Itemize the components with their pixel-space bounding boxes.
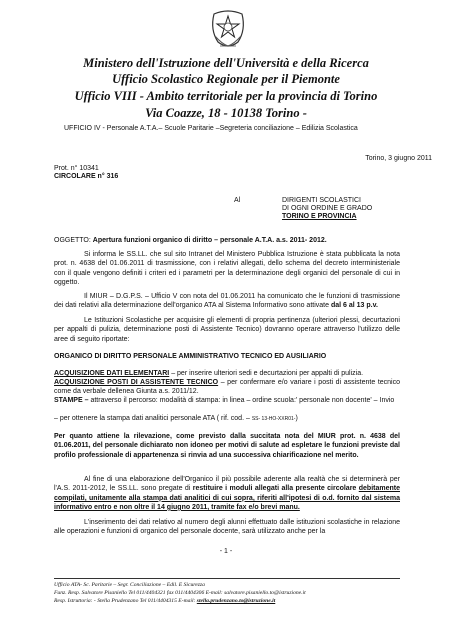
footer-email-link[interactable]: stella.prudenzano.to@istruzione.it <box>196 598 276 604</box>
paragraph-2-dates: dal 6 al 13 p.v. <box>330 302 378 310</box>
header-regional-office: Ufficio Scolastico Regionale per il Piemonte <box>112 72 340 86</box>
paragraph-5: L'inserimento dei dati relativo al numero degli alunni effettuato dalle istituzioni scolastiche in relazione alle operazioni e funzioni di organico del personale docente, sarà utilizzato anche per la <box>54 519 400 536</box>
footer-divider <box>54 578 400 579</box>
footer-line1: Ufficio ATA- Sc. Paritarie – Segr. Conciliazione – Edil. E Sicurezza <box>54 582 205 588</box>
subject-line <box>54 236 400 245</box>
paragraph-4-deadline: debitamente compilati, unitamente alla stampa dati analitici di cui sopra, riferiti all'ipotesi di o.d. fornito dal sistema informativo entro e non oltre il 14 giugno 2011, tramite fax e/o brevi manu. <box>54 485 400 511</box>
office-line: UFFICIO IV - Personale A.T.A.– Scuole Paritarie –Segreteria conciliazione – Edilizia Scolastica <box>64 125 358 132</box>
acquisition-technical-text: – per confermare e/o variare i posti di assistente tecnico come da verbale dellenea Giunta a.s. 2011/12. <box>54 379 400 396</box>
paragraph-4-request: restituire i moduli allegati alla presente circolare <box>192 485 357 493</box>
republic-emblem-icon <box>208 6 248 52</box>
paragraph-1: Si informa le SS.LL. che sul sito Intranet del Ministero Pubblica Istruzione è stata pubblicata la nota prot. n. 4638 del 01.06.2011 di trasmissione, con i relativi allegati, dello schema del decreto interministeriale con il quale vengono definiti i criteri ed i parametri per la determinazione degli organici del personale di cui in oggetto. <box>54 251 400 286</box>
header-ministry: Ministero dell'Istruzione dell'Università e della Ricerca <box>83 56 369 70</box>
header-territorial-office: Ufficio VIII - Ambito territoriale per la provincia di Torino <box>74 89 378 103</box>
paragraph-2-text: Il MIUR – D.G.P.S. – Ufficio V con nota del 01.06.2011 ha comunicato che le funzioni di trasmissione dei dati relativi alla determinazione dell'organico ATA al Sistema Informativo sono attivate <box>54 293 400 310</box>
bold-paragraph: Per quanto attiene la rilevazione, come previsto dalla succitata nota del MIUR prot. n. 4638 del 01.06.2011, del personale dichiarato non idoneo per motivi di salute ad espletare le funzioni previste dal profilo professionale di appartenenza si rinvia ad una successiva chiarificazione nel merito. <box>54 433 400 459</box>
paragraph-2 <box>54 292 400 311</box>
circular-number: CIRCOLARE n° 316 <box>54 173 119 180</box>
acquisition-elementary-label: ACQUISIZIONE DATI ELEMENTARI <box>54 370 170 377</box>
acquisition-elementary-text: – per inserire ulteriori sedi e decurtazioni per appalti di pulizia. <box>171 370 364 377</box>
print-sub-end: ) <box>295 415 298 422</box>
paragraph-4-intro: Al fine di una elaborazione dell'Organico il più possibile aderente alla realtà che si determinerà per l'A.S. 2011-2012, le SS.LL. sono pregate di <box>54 476 400 493</box>
subject-label: OGGETTO: <box>54 237 91 244</box>
paragraph-4 <box>54 475 400 512</box>
section-title: ORGANICO DI DIRITTO PERSONALE AMMINISTRATIVO TECNICO ED AUSILIARIO <box>54 353 327 360</box>
print-instructions <box>54 396 400 405</box>
footer-line3 <box>54 598 275 605</box>
footer-line2: Funz. Resp. Salvatore Pisaniello Tel 011/4404321 fax 011/4404306 E-mail: salvatore.pisaniello.to@istruzione.it <box>54 590 306 596</box>
recipient-al: Al <box>234 197 241 204</box>
header-address: Via Coazze, 18 - 10138 Torino - <box>145 106 307 120</box>
recipient-line1: DIRIGENTI SCOLASTICI <box>282 197 361 204</box>
acquisition-technical-label: ACQUISIZIONE POSTI DI ASSISTENTE TECNICO <box>54 379 219 386</box>
print-sub <box>54 414 400 424</box>
place-date: Torino, 3 giugno 2011 <box>365 155 432 162</box>
subject-text: Apertura funzioni organico di diritto – personale A.T.A. a.s. 2011- 2012. <box>92 237 327 244</box>
print-code: SS- 13-HO-XXR01- <box>251 416 296 422</box>
page-number: - 1 - <box>219 548 233 555</box>
acquisition-technical <box>54 378 400 397</box>
protocol-number: Prot. n° 10341 <box>54 165 99 172</box>
footer-contact: Resp. Istruttoria: - Stella Prudenzano Tel 011/4404315 E-mail: <box>54 598 196 604</box>
paragraph-3: Le Istituzioni Scolastiche per acquisire gli elementi di propria pertinenza (ulteriori plessi, decurtazioni per appalti di pulizia, determinazione posti di Assistente Tecnico) dovranno operare attraverso l'utilizzo delle aree di seguito riportate: <box>54 317 400 343</box>
recipient-line2: DI OGNI ORDINE E GRADO <box>282 205 373 212</box>
acquisition-elementary <box>54 369 400 378</box>
print-text: attraverso il percorso: modalità di stampa: in linea – ordine scuola:' personale non docente' – Invio <box>90 397 395 404</box>
recipient-line3: TORINO E PROVINCIA <box>282 213 357 220</box>
print-label: STAMPE – <box>54 397 89 404</box>
print-sub-text: – per ottenere la stampa dati analitici personale ATA ( rif. cod. – <box>54 415 250 422</box>
